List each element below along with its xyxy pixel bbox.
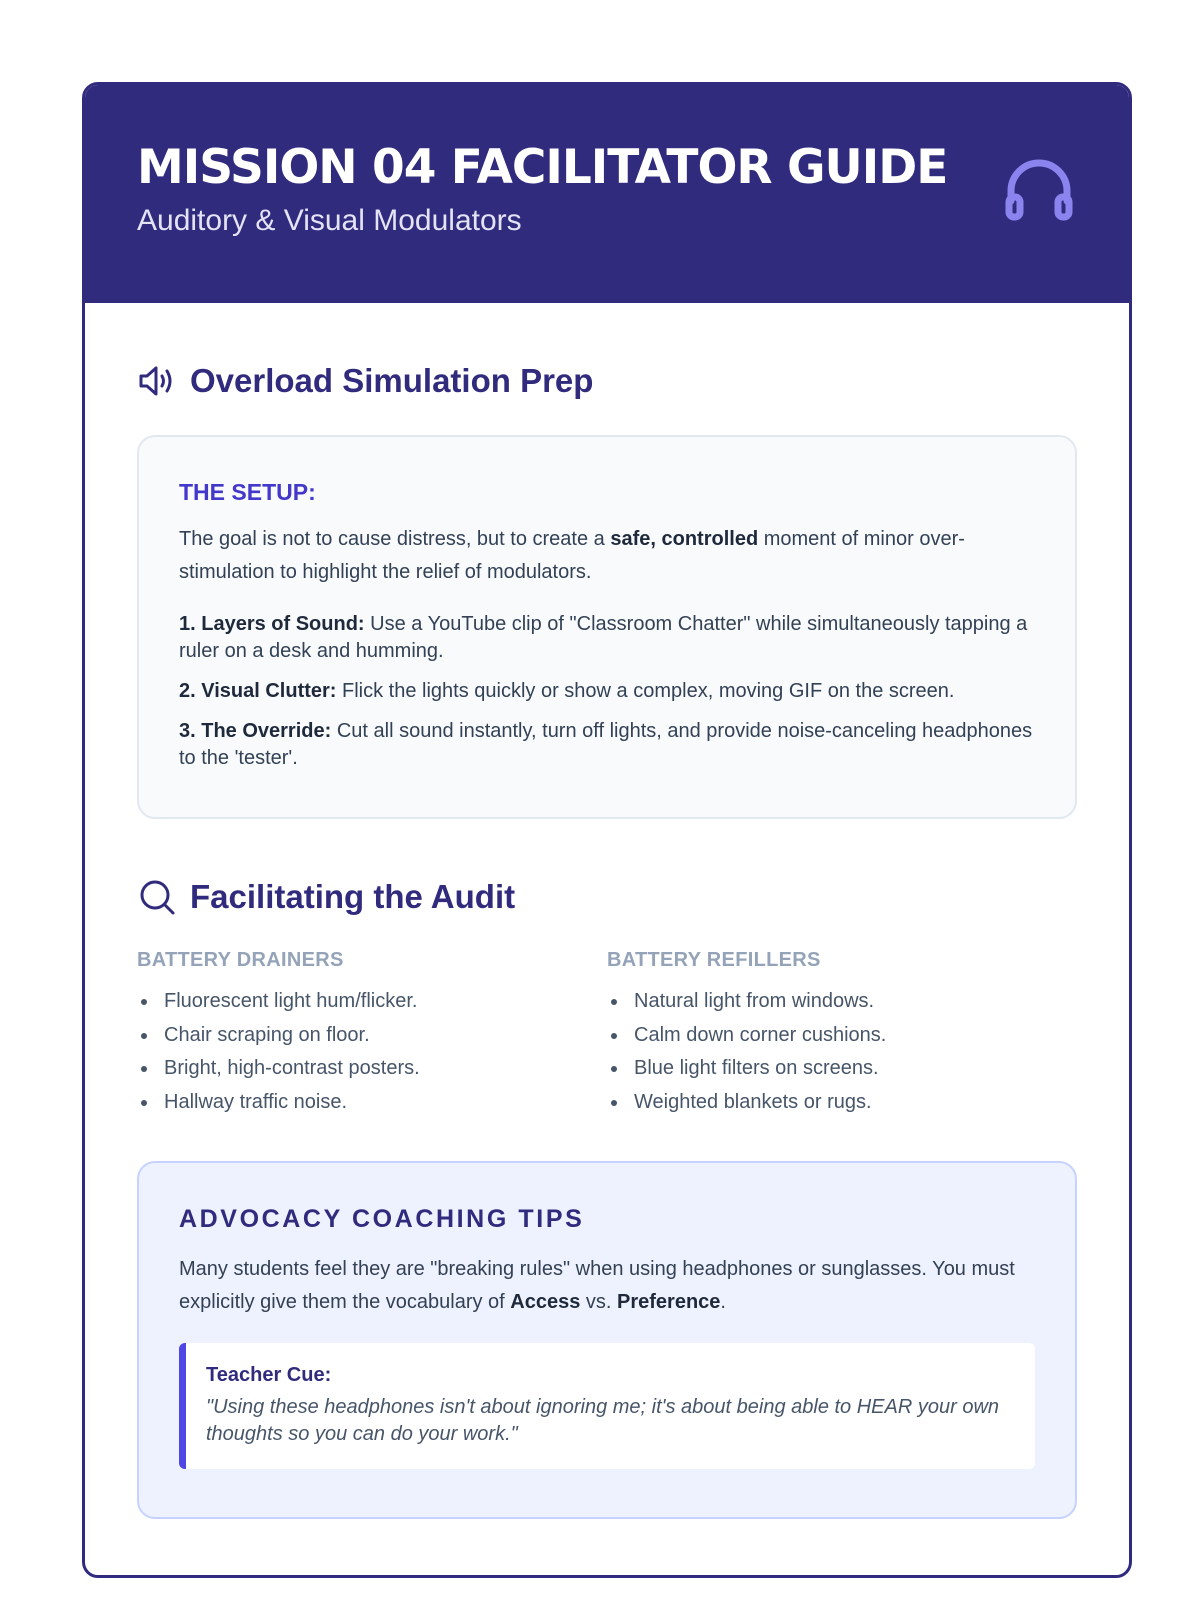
drainers-list (137, 985, 607, 1119)
step-text: Use a YouTube clip of "Classroom Chatter" while simultaneously tapping a ruler on a desk and humming. (179, 613, 1028, 662)
list-item: Bright, high-contrast posters. (137, 1052, 607, 1086)
audit-columns (137, 947, 1077, 1119)
tips-text (179, 1253, 1035, 1319)
list-item: Chair scraping on floor. (137, 1019, 607, 1053)
setup-box (137, 435, 1077, 819)
list-item: Fluorescent light hum/flicker. (137, 985, 607, 1019)
setup-label: THE SETUP: (179, 479, 316, 505)
list-item: Hallway traffic noise. (137, 1086, 607, 1120)
section-audit-header (137, 877, 1077, 917)
tips-end: . (720, 1291, 726, 1313)
setup-intro (179, 523, 1035, 589)
refillers-list (607, 985, 1077, 1119)
section-title: Facilitating the Audit (190, 878, 516, 915)
list-item: Weighted blankets or rugs. (607, 1086, 1077, 1120)
setup-step (179, 611, 1035, 665)
guide-body (85, 361, 1129, 1519)
tips-access: Access (510, 1291, 581, 1313)
setup-step (179, 678, 1035, 705)
teacher-cue-label: Teacher Cue: (206, 1364, 332, 1386)
teacher-cue (179, 1343, 1035, 1469)
list-item: Natural light from windows. (607, 985, 1077, 1019)
list-item: Calm down corner cushions. (607, 1019, 1077, 1053)
list-item: Blue light filters on screens. (607, 1052, 1077, 1086)
step-label: 2. Visual Clutter: (179, 680, 337, 702)
tips-text-start: Many students feel they are "breaking rules" when using headphones or sunglasses. You must explicitly give them the vocabulary of (179, 1258, 1015, 1313)
teacher-cue-quote: "Using these headphones isn't about ignoring me; it's about being able to HEAR your own thoughts so you can do your work." (206, 1396, 1000, 1445)
setup-steps (179, 611, 1035, 772)
setup-intro-text-end: moment of minor over-stimulation to highlight the relief of modulators. (179, 528, 965, 583)
step-text: Cut all sound instantly, turn off lights, and provide noise-canceling headphones to the 'tester'. (179, 720, 1033, 769)
setup-step (179, 718, 1035, 772)
guide-card (82, 82, 1132, 1578)
coaching-tips-box (137, 1161, 1077, 1519)
step-label: 1. Layers of Sound: (179, 613, 365, 635)
refillers-column (607, 947, 1077, 1119)
page-subtitle: Auditory & Visual Modulators (137, 204, 522, 237)
speaker-volume-icon (137, 361, 177, 401)
headphones-icon (1004, 155, 1074, 225)
setup-intro-text: The goal is not to cause distress, but to create a (179, 528, 611, 550)
tips-title: ADVOCACY COACHING TIPS (179, 1205, 585, 1233)
refillers-heading: BATTERY REFILLERS (607, 949, 821, 971)
setup-intro-emphasis: safe, controlled (610, 528, 759, 550)
guide-header (85, 85, 1129, 303)
section-title: Overload Simulation Prep (190, 362, 594, 399)
tips-preference: Preference (617, 1291, 721, 1313)
section-overload-header (137, 361, 1077, 401)
step-text: Flick the lights quickly or show a complex, moving GIF on the screen. (336, 680, 955, 702)
drainers-column (137, 947, 607, 1119)
search-icon (137, 877, 177, 917)
page-title: MISSION 04 FACILITATOR GUIDE (137, 140, 948, 195)
drainers-heading: BATTERY DRAINERS (137, 949, 344, 971)
step-label: 3. The Override: (179, 720, 332, 742)
tips-vs: vs. (580, 1291, 618, 1313)
